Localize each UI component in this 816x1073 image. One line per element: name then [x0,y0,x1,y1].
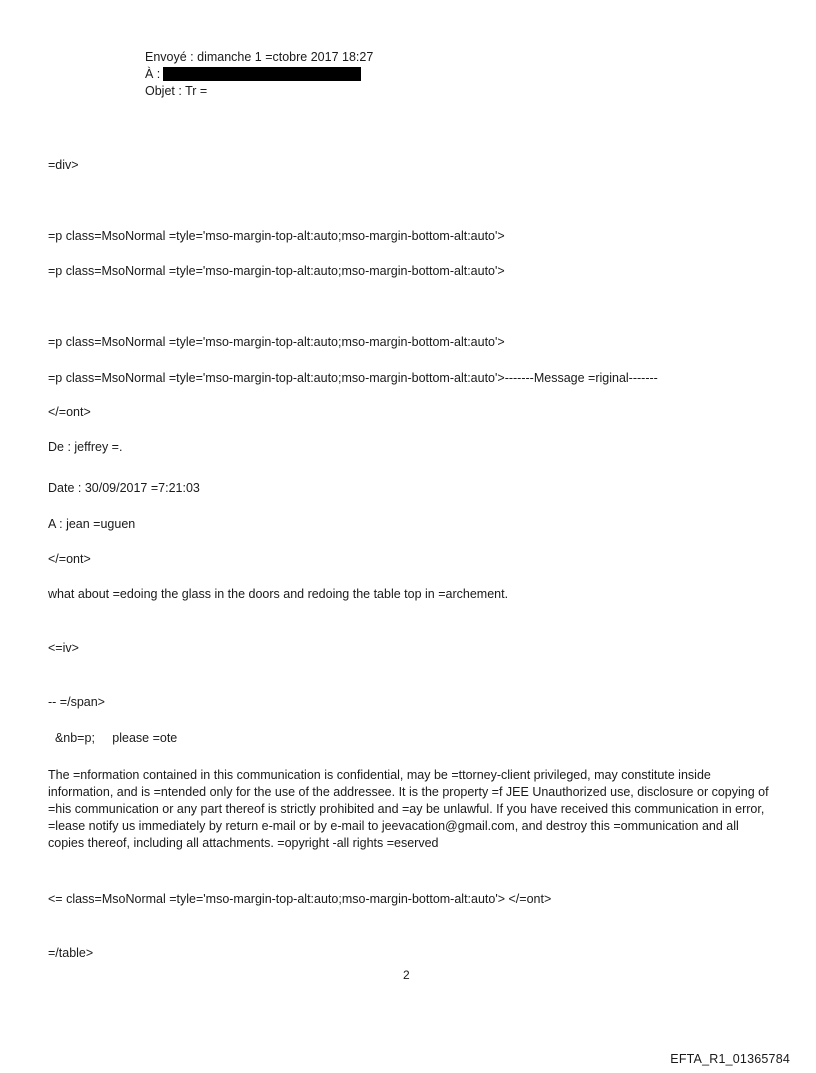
div-close-line: <=iv> [48,641,79,655]
font-close-line-1: </=ont> [48,405,91,419]
date-line: Date : 30/09/2017 =7:21:03 [48,481,200,495]
sent-line: Envoyé : dimanche 1 =ctobre 2017 18:27 [145,50,374,64]
paragraph-tag-line-2: =p class=MsoNormal =tyle='mso-margin-top-alt:auto;mso-margin-bottom-alt:auto'> [48,264,505,278]
please-note-line: &nb=p; please =ote [48,731,178,745]
table-close-line: =/table> [48,946,94,960]
to-line: A : jean =uguen [48,517,136,531]
paragraph-tag-line-3: =p class=MsoNormal =tyle='mso-margin-top-alt:auto;mso-margin-bottom-alt:auto'> [48,335,505,349]
from-line: De : jeffrey =. [48,440,123,454]
to-label: À : [145,67,161,81]
message-line: what about =edoing the glass in the doors and redoing the table top in =archement. [48,587,509,601]
subject-line: Objet : Tr = [145,84,208,98]
font-close-line-2: </=ont> [48,552,91,566]
redaction-bar [163,67,361,81]
div-open-line: =div> [48,158,79,172]
document-id: EFTA_R1_01365784 [670,1052,790,1066]
page-number: 2 [403,968,410,982]
span-close-line: -- =/span> [48,695,105,709]
confidentiality-disclaimer: The =nformation contained in this communication is confidential, may be =ttorney-client privileged, may constitute inside information, and is =ntended only for the use of the addressee. It is the property =f JEE Unauthorized use, disclosure or copying of =his communication or any part thereof is strictly prohibited and =ay be unlawful. If you have received this communication in error, =lease notify us immediately by return e-mail or by e-mail to jeevacation@gmail.com, and destroy this =ommunication and all copies thereof, including all attachments. =opyright -all rights =eserved [48,768,769,850]
paragraph-tag-line-5: <= class=MsoNormal =tyle='mso-margin-top-alt:auto;mso-margin-bottom-alt:auto'> </=ont> [48,892,552,906]
original-message-line: =p class=MsoNormal =tyle='mso-margin-top-alt:auto;mso-margin-bottom-alt:auto'>-------Message =riginal------- [48,371,658,385]
paragraph-tag-line-1: =p class=MsoNormal =tyle='mso-margin-top-alt:auto;mso-margin-bottom-alt:auto'> [48,229,505,243]
